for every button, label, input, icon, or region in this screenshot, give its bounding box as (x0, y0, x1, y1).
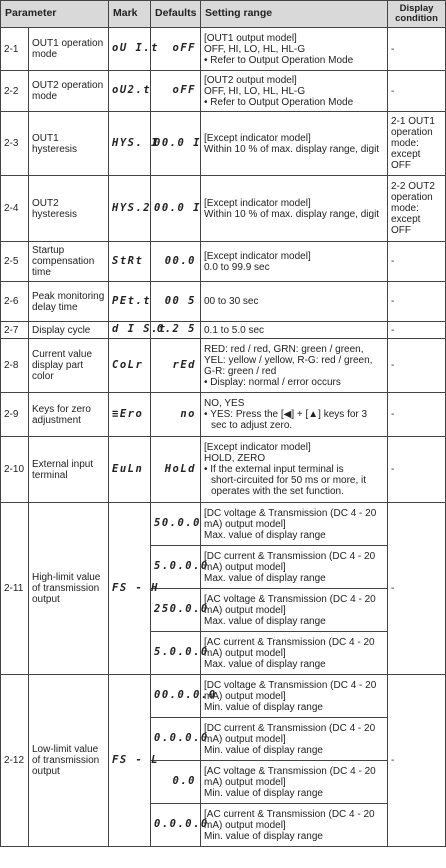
param-default: 50.0.0 (151, 503, 201, 546)
param-mark: d I S.t (109, 322, 151, 339)
table-row (1, 437, 446, 503)
param-name: OUT2 operation mode (29, 71, 109, 112)
table-row (1, 393, 446, 437)
header-parameter: Parameter (1, 1, 109, 28)
param-name: OUT1 operation mode (29, 28, 109, 71)
range-bullet: • Refer to Output Operation Mode (204, 55, 384, 66)
table-row (1, 242, 446, 282)
param-condition: 2-1 OUT1 operation mode: except OFF (388, 112, 446, 176)
param-number: 2-12 (1, 675, 29, 847)
param-default: 250.0.0 (151, 589, 201, 632)
range-line: [DC voltage & Transmission (DC 4 - 20 (204, 507, 377, 519)
param-condition: - (388, 339, 446, 393)
range-line: sec to adjust zero. (211, 420, 293, 431)
range-line: OFF, HI, LO, HL, HL-G (204, 43, 306, 55)
param-range (201, 675, 388, 718)
range-line: [Except indicator model] (204, 442, 311, 453)
param-range (201, 71, 388, 112)
table-row (1, 112, 446, 176)
param-condition: - (388, 437, 446, 503)
param-range (201, 112, 388, 176)
header-mark: Mark (109, 1, 151, 28)
param-mark: FS - L (109, 675, 151, 847)
param-range (201, 437, 388, 503)
header-defaults: Defaults (151, 1, 201, 28)
param-default: 5.0.0.0 (151, 546, 201, 589)
range-line: [AC voltage & Transmission (DC 4 - 20 (204, 593, 376, 605)
range-line: Max. value of display range (204, 615, 326, 627)
param-number: 2-10 (1, 437, 29, 503)
range-line: mA) output model] (204, 776, 286, 788)
param-number: 2-7 (1, 322, 29, 339)
range-line: [AC current & Transmission (DC 4 - 20 (204, 636, 375, 648)
param-condition: - (388, 71, 446, 112)
param-name: External input terminal (29, 437, 109, 503)
range-line: YEL: yellow / yellow, R-G: red / green, (204, 354, 373, 366)
param-range (201, 339, 388, 393)
param-range (201, 176, 388, 242)
param-range (201, 282, 388, 322)
range-line: Min. value of display range (204, 830, 323, 842)
param-name: Keys for zero adjustment (29, 393, 109, 437)
range-line: mA) output model] (204, 518, 286, 530)
param-name: OUT1 hysteresis (29, 112, 109, 176)
param-default: 0.0 (151, 761, 201, 804)
param-mark: HYS.2 (109, 176, 151, 242)
param-number: 2-3 (1, 112, 29, 176)
range-line: [AC current & Transmission (DC 4 - 20 (204, 808, 375, 820)
param-condition: - (388, 242, 446, 282)
param-number: 2-1 (1, 28, 29, 71)
param-mark: FS - H (109, 503, 151, 675)
range-line: mA) output model] (204, 647, 286, 659)
range-line: mA) output model] (204, 690, 286, 702)
range-line: Min. value of display range (204, 701, 323, 713)
param-number: 2-5 (1, 242, 29, 282)
param-condition: - (388, 393, 446, 437)
range-line: [Except indicator model] (204, 132, 311, 144)
param-condition: - (388, 675, 446, 847)
param-mark: PEt.t (109, 282, 151, 322)
range-line: Within 10 % of max. display range, digit (204, 143, 380, 155)
param-default: 00 5 (151, 282, 201, 322)
range-bullet: • Refer to Output Operation Mode (204, 97, 384, 108)
range-bullet: • Display: normal / error occurs (204, 377, 384, 388)
range-line: Within 10 % of max. display range, digit (204, 208, 380, 220)
table-row (1, 71, 446, 112)
param-default: 0.0.0.0 (151, 718, 201, 761)
param-default: rEd (151, 339, 201, 393)
table-row (1, 282, 446, 322)
param-condition: - (388, 28, 446, 71)
param-condition: - (388, 282, 446, 322)
param-mark: EuLn (109, 437, 151, 503)
param-name: Low-limit value of transmission output (29, 675, 109, 847)
range-line: Min. value of display range (204, 787, 323, 799)
range-line: OFF, HI, LO, HL, HL-G (204, 85, 306, 97)
param-number: 2-9 (1, 393, 29, 437)
range-line: NO, YES (204, 398, 245, 409)
range-line: mA) output model] (204, 733, 286, 745)
param-mark: oU I.t (109, 28, 151, 71)
header-display-condition: Display condition (388, 1, 446, 28)
param-number: 2-8 (1, 339, 29, 393)
param-default: 0.2 5 (151, 322, 201, 339)
param-range (201, 503, 388, 546)
param-default: 00.0 I (151, 112, 201, 176)
param-name: Display cycle (29, 322, 109, 339)
param-default: oFF (151, 71, 201, 112)
range-line: [Except indicator model] (204, 250, 311, 262)
table-row (1, 176, 446, 242)
param-default: oFF (151, 28, 201, 71)
range-line: 0.1 to 5.0 sec (204, 324, 265, 336)
param-range (201, 393, 388, 437)
param-number: 2-11 (1, 503, 29, 675)
param-default: HoLd (151, 437, 201, 503)
range-line: mA) output model] (204, 561, 286, 573)
param-range (201, 632, 388, 675)
param-number: 2-4 (1, 176, 29, 242)
range-bullet: • If the external input terminal is (204, 464, 384, 475)
range-line: Max. value of display range (204, 529, 326, 541)
param-number: 2-6 (1, 282, 29, 322)
range-line: mA) output model] (204, 604, 286, 616)
range-line: Max. value of display range (204, 658, 326, 670)
range-line: [OUT2 output model] (204, 74, 297, 86)
param-range (201, 242, 388, 282)
param-condition: 2-2 OUT2 operation mode: except OFF (388, 176, 446, 242)
param-mark: ≡Ero (109, 393, 151, 437)
table-row (1, 28, 446, 71)
param-name: High-limit value of transmission output (29, 503, 109, 675)
param-mark: oU2.t (109, 71, 151, 112)
range-line: 0.0 to 99.9 sec (204, 261, 270, 273)
param-name: Current value display part color (29, 339, 109, 393)
param-range (201, 761, 388, 804)
param-range (201, 589, 388, 632)
param-name: Startup compensation time (29, 242, 109, 282)
param-default: 00.0 (151, 242, 201, 282)
range-line: mA) output model] (204, 819, 286, 831)
table-row (1, 675, 446, 718)
param-mark: CoLr (109, 339, 151, 393)
param-range (201, 718, 388, 761)
range-line: [AC voltage & Transmission (DC 4 - 20 (204, 765, 376, 777)
param-default: 0.0.0.0 (151, 804, 201, 847)
range-line: 00 to 30 sec (204, 296, 259, 307)
range-line: short-circuited for 50 ms or more, it (211, 475, 367, 486)
range-line: HOLD, ZERO (204, 453, 266, 464)
param-number: 2-2 (1, 71, 29, 112)
table-row (1, 339, 446, 393)
header-setting-range: Setting range (201, 1, 388, 28)
range-line: Min. value of display range (204, 744, 323, 756)
range-line: Max. value of display range (204, 572, 326, 584)
param-default: no (151, 393, 201, 437)
range-line: [DC voltage & Transmission (DC 4 - 20 (204, 679, 377, 691)
param-condition: - (388, 322, 446, 339)
param-default: 5.0.0.0 (151, 632, 201, 675)
param-range (201, 28, 388, 71)
table-row (1, 503, 446, 546)
range-line: RED: red / red, GRN: green / green, (204, 343, 364, 355)
range-line: operates with the set function. (211, 486, 344, 497)
param-range (201, 322, 388, 339)
param-name: OUT2 hysteresis (29, 176, 109, 242)
range-line: [OUT1 output model] (204, 32, 297, 44)
param-range (201, 804, 388, 847)
range-line: [Except indicator model] (204, 197, 311, 209)
param-condition: - (388, 503, 446, 675)
param-name: Peak monitoring delay time (29, 282, 109, 322)
param-mark: HYS. I (109, 112, 151, 176)
range-bullet: • YES: Press the [◀] + [▲] keys for 3 (204, 409, 384, 420)
range-line: G-R: green / red (204, 365, 277, 377)
param-default: 00.0.0.0 (151, 675, 201, 718)
param-mark: StRt (109, 242, 151, 282)
param-default: 00.0 I (151, 176, 201, 242)
param-range (201, 546, 388, 589)
range-line: [DC current & Transmission (DC 4 - 20 (204, 722, 376, 734)
range-line: [DC current & Transmission (DC 4 - 20 (204, 550, 376, 562)
table-row (1, 322, 446, 339)
table-header-row (1, 1, 446, 28)
